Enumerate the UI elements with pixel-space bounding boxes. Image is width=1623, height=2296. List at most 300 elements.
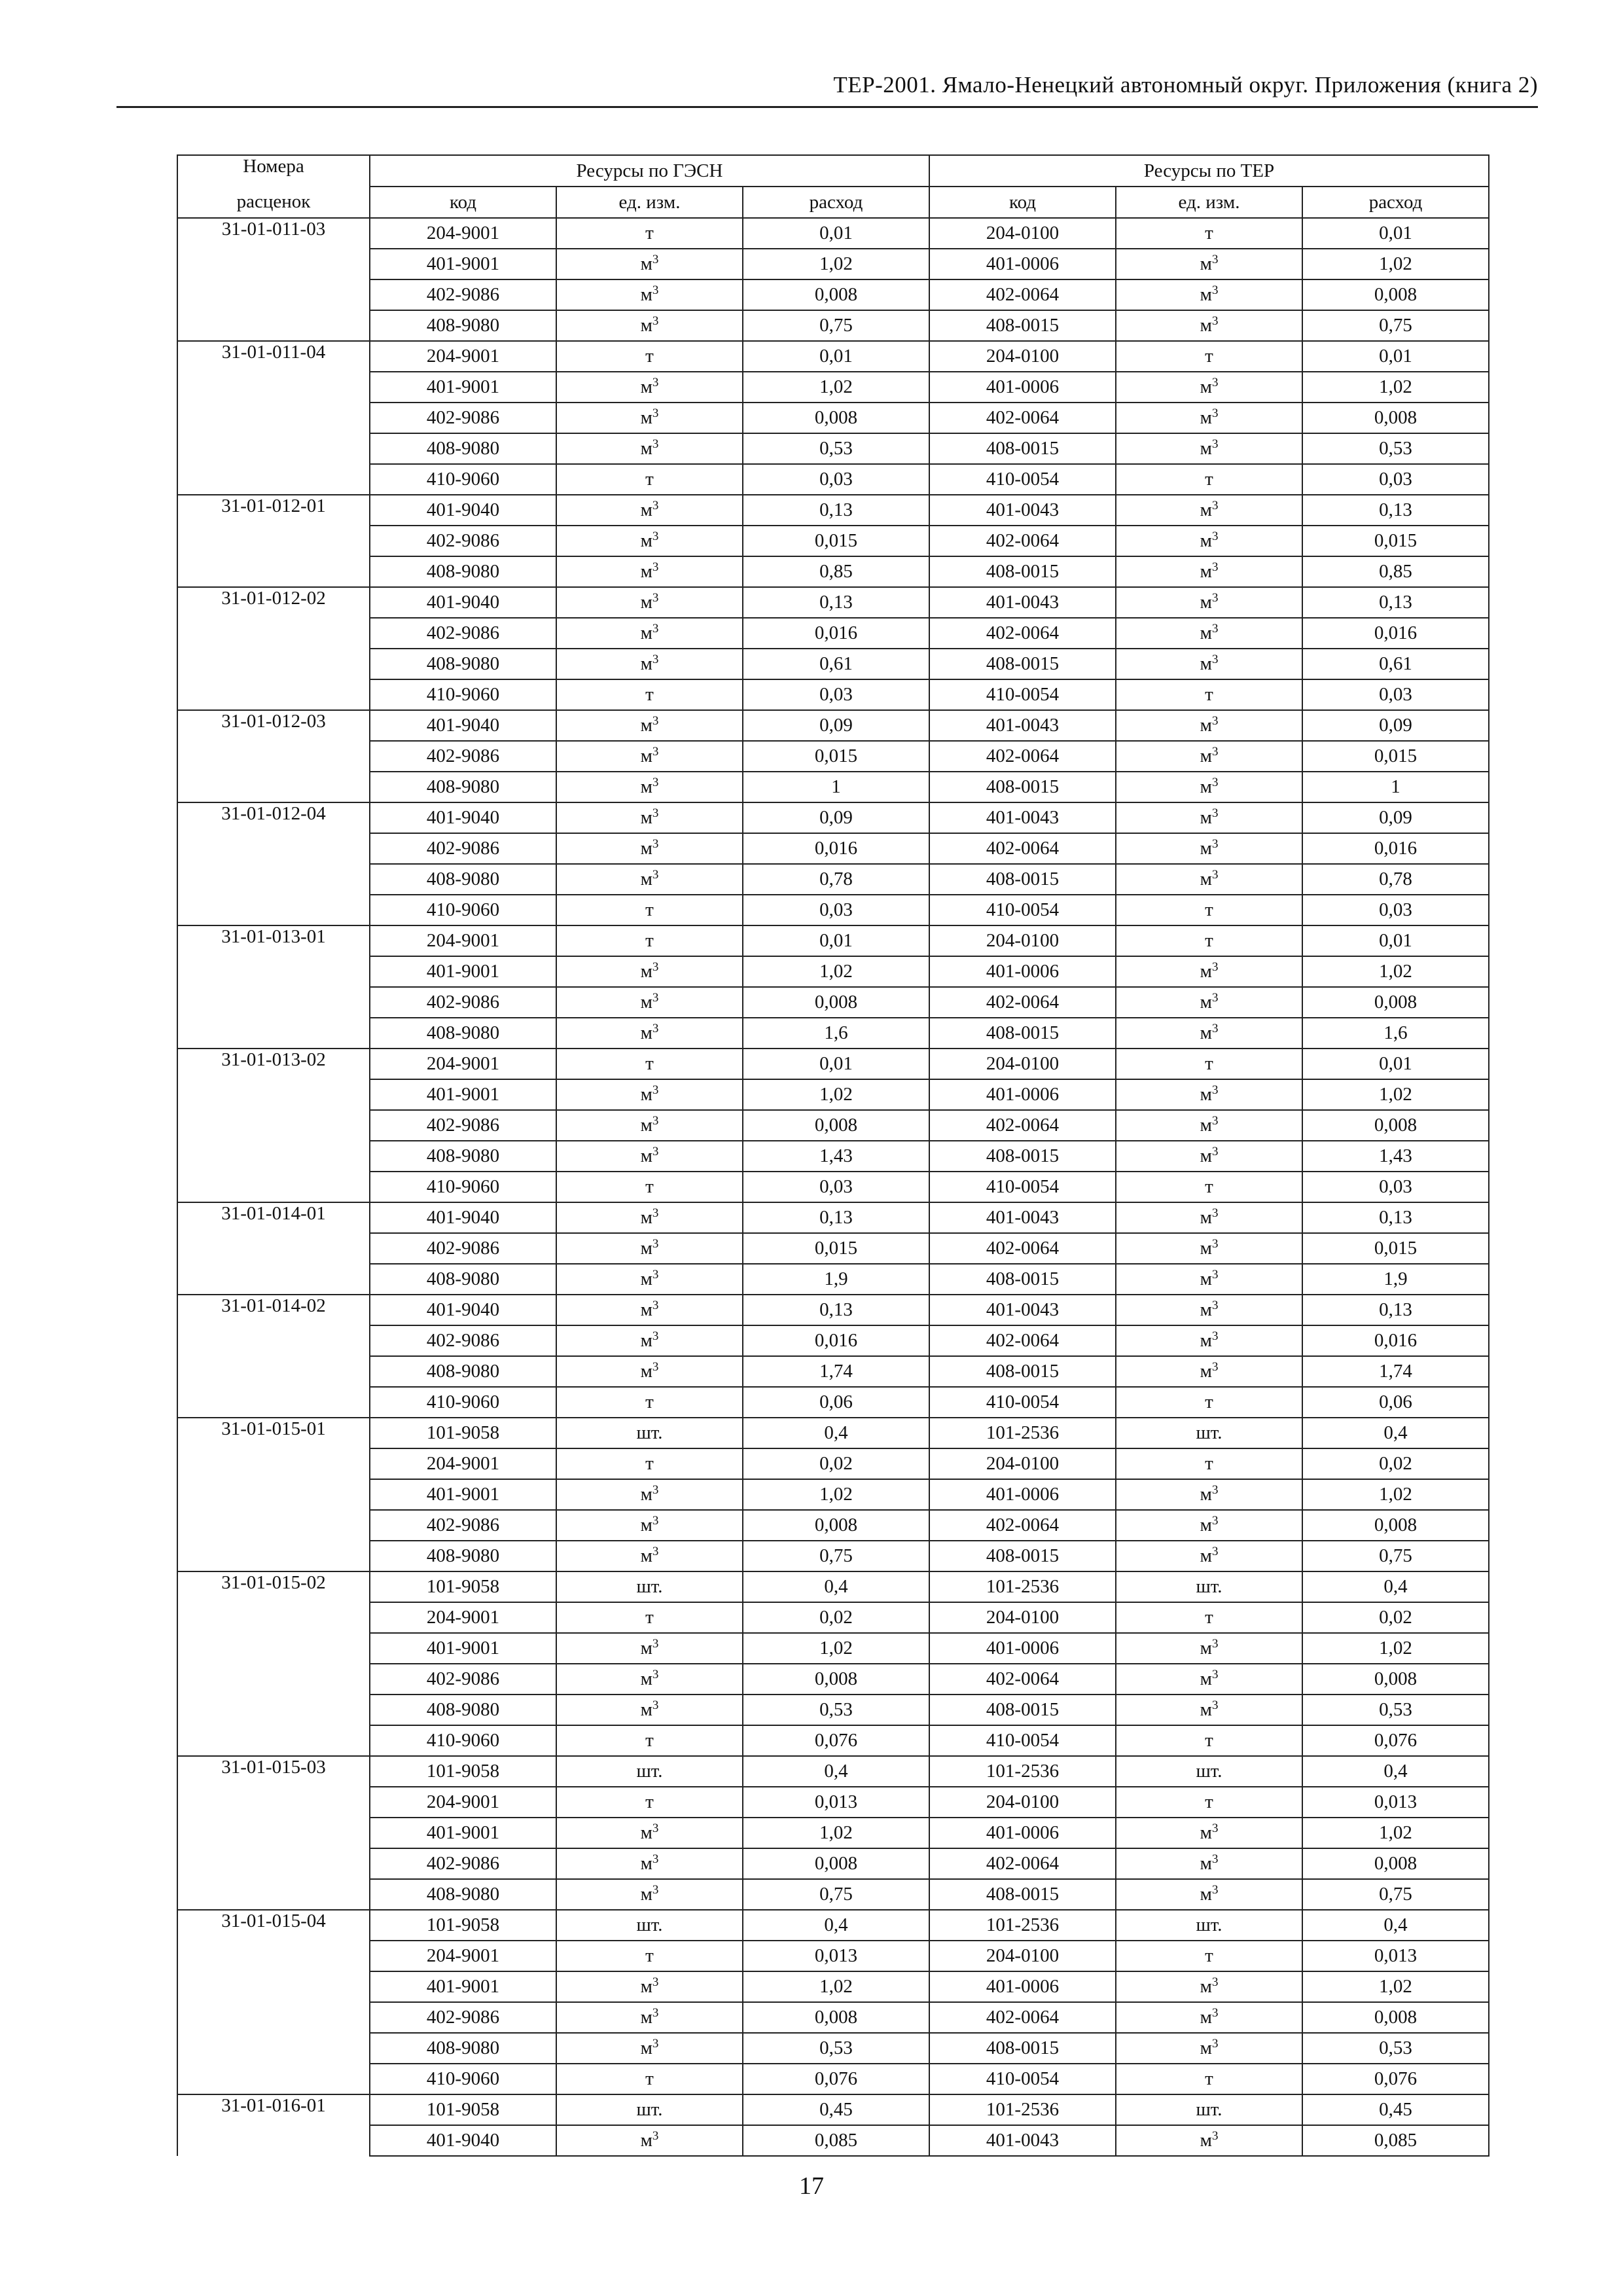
rate-number-continuation: [177, 1941, 370, 1971]
ter-unit: [1116, 2002, 1302, 2033]
unit-exponent: 3: [652, 1083, 659, 1097]
table-row: [177, 618, 1489, 649]
unit-exponent: 3: [652, 1299, 659, 1312]
unit-exponent: 3: [1211, 745, 1219, 759]
ter-code: 101-2536: [929, 1571, 1116, 1602]
table-row: [177, 1325, 1489, 1356]
gesn-unit: [556, 310, 743, 341]
table-row: [177, 249, 1489, 279]
ter-unit: [1116, 1848, 1302, 1879]
unit-exponent: 3: [652, 437, 659, 451]
gesn-consumption: 0,02: [743, 1448, 929, 1479]
header-ter-resources: Ресурсы по ТЕР: [929, 155, 1489, 187]
unit-cubic-meter: м: [1200, 1330, 1212, 1351]
unit-cubic-meter: м: [640, 869, 652, 889]
unit-exponent: 3: [1211, 806, 1219, 820]
ter-consumption: 0,4: [1302, 1910, 1489, 1941]
gesn-unit: т: [556, 1387, 743, 1418]
gesn-unit: [556, 526, 743, 556]
unit-cubic-meter: м: [640, 776, 652, 797]
table-row: [177, 1664, 1489, 1695]
ter-consumption: 0,01: [1302, 218, 1489, 249]
ter-code: 408-0015: [929, 1264, 1116, 1295]
ter-consumption: 1: [1302, 772, 1489, 802]
gesn-code: 402-9086: [370, 1848, 556, 1879]
unit-exponent: 3: [652, 1268, 659, 1282]
ter-consumption: 1,02: [1302, 1479, 1489, 1510]
gesn-consumption: 0,016: [743, 1325, 929, 1356]
unit-cubic-meter: м: [640, 499, 652, 520]
ter-unit: [1116, 372, 1302, 403]
gesn-code: 401-9001: [370, 372, 556, 403]
table-row: [177, 1264, 1489, 1295]
ter-consumption: 0,03: [1302, 464, 1489, 495]
gesn-code: 402-9086: [370, 1233, 556, 1264]
ter-unit: [1116, 1879, 1302, 1910]
unit-exponent: 3: [1211, 653, 1219, 666]
unit-exponent: 3: [652, 745, 659, 759]
unit-cubic-meter: м: [640, 1853, 652, 1874]
ter-code: 401-0043: [929, 1295, 1116, 1325]
unit-cubic-meter: м: [1200, 1484, 1212, 1505]
unit-cubic-meter: м: [640, 1238, 652, 1259]
ter-consumption: 0,06: [1302, 1387, 1489, 1418]
ter-consumption: 0,015: [1302, 741, 1489, 772]
unit-exponent: 3: [652, 1668, 659, 1681]
unit-exponent: 3: [1211, 253, 1219, 266]
table-row: [177, 649, 1489, 679]
unit-cubic-meter: м: [640, 1084, 652, 1105]
ter-code: 410-0054: [929, 2064, 1116, 2094]
ter-unit: т: [1116, 2064, 1302, 2094]
ter-code: 401-0043: [929, 587, 1116, 618]
table-row: [177, 403, 1489, 433]
table-row: [177, 495, 1489, 526]
gesn-consumption: 0,78: [743, 864, 929, 895]
unit-exponent: 3: [1211, 868, 1219, 882]
ter-code: 402-0064: [929, 833, 1116, 864]
gesn-consumption: 0,076: [743, 1725, 929, 1756]
table-row: [177, 279, 1489, 310]
table-row: [177, 1479, 1489, 1510]
table-row: [177, 1541, 1489, 1571]
ter-unit: [1116, 1325, 1302, 1356]
ter-consumption: 0,4: [1302, 1756, 1489, 1787]
unit-cubic-meter: м: [640, 253, 652, 274]
gesn-unit: [556, 372, 743, 403]
ter-unit: шт.: [1116, 1418, 1302, 1448]
gesn-code: 401-9001: [370, 249, 556, 279]
table-row: [177, 1818, 1489, 1848]
gesn-code: 401-9001: [370, 1818, 556, 1848]
gesn-unit: [556, 1818, 743, 1848]
gesn-consumption: 0,01: [743, 218, 929, 249]
table-row: [177, 802, 1489, 833]
table-row: [177, 1510, 1489, 1541]
ter-consumption: 1,02: [1302, 249, 1489, 279]
ter-consumption: 0,13: [1302, 587, 1489, 618]
page-number: 17: [799, 2172, 824, 2200]
ter-code: 401-0006: [929, 956, 1116, 987]
ter-unit: [1116, 1695, 1302, 1725]
gesn-code: 410-9060: [370, 2064, 556, 2094]
ter-code: 401-0006: [929, 372, 1116, 403]
ter-code: 408-0015: [929, 864, 1116, 895]
gesn-code: 408-9080: [370, 2033, 556, 2064]
ter-unit: [1116, 526, 1302, 556]
ter-unit: [1116, 1018, 1302, 1049]
gesn-code: 401-9001: [370, 1479, 556, 1510]
unit-exponent: 3: [652, 1545, 659, 1558]
ter-unit: [1116, 556, 1302, 587]
unit-exponent: 3: [652, 2129, 659, 2143]
unit-exponent: 3: [652, 653, 659, 666]
ter-code: 402-0064: [929, 1233, 1116, 1264]
unit-exponent: 3: [1211, 1022, 1219, 1035]
ter-consumption: 0,008: [1302, 987, 1489, 1018]
rate-number: 31-01-015-02: [177, 1571, 370, 1602]
rate-number-continuation: [177, 649, 370, 679]
table-row: [177, 372, 1489, 403]
unit-cubic-meter: м: [640, 838, 652, 859]
ter-consumption: 0,01: [1302, 1049, 1489, 1079]
ter-consumption: 1,02: [1302, 1818, 1489, 1848]
ter-code: 402-0064: [929, 1325, 1116, 1356]
ter-code: 204-0100: [929, 218, 1116, 249]
gesn-unit: [556, 1295, 743, 1325]
gesn-consumption: 0,03: [743, 895, 929, 925]
ter-consumption: 0,016: [1302, 618, 1489, 649]
ter-consumption: 0,13: [1302, 1202, 1489, 1233]
ter-consumption: 0,008: [1302, 1110, 1489, 1141]
unit-cubic-meter: м: [640, 376, 652, 397]
unit-exponent: 3: [652, 1022, 659, 1035]
header-rule: [116, 106, 1538, 108]
gesn-code: 402-9086: [370, 279, 556, 310]
ter-consumption: 0,45: [1302, 2094, 1489, 2125]
ter-consumption: 0,85: [1302, 556, 1489, 587]
gesn-unit: [556, 1233, 743, 1264]
unit-cubic-meter: м: [640, 530, 652, 551]
unit-exponent: 3: [1211, 1329, 1219, 1343]
gesn-consumption: 1,43: [743, 1141, 929, 1172]
ter-unit: шт.: [1116, 2094, 1302, 2125]
gesn-code: 402-9086: [370, 618, 556, 649]
gesn-unit: [556, 1848, 743, 1879]
gesn-unit: [556, 433, 743, 464]
unit-exponent: 3: [652, 1237, 659, 1251]
gesn-code: 401-9040: [370, 802, 556, 833]
ter-code: 204-0100: [929, 1602, 1116, 1633]
gesn-code: 401-9040: [370, 495, 556, 526]
rate-number: 31-01-016-01: [177, 2094, 370, 2125]
table-header-row-1: [177, 155, 1489, 187]
unit-cubic-meter: м: [640, 1515, 652, 1535]
table-row: [177, 2033, 1489, 2064]
unit-cubic-meter: м: [1200, 1976, 1212, 1997]
unit-cubic-meter: м: [640, 1145, 652, 1166]
table-row: [177, 987, 1489, 1018]
unit-exponent: 3: [1211, 1206, 1219, 1220]
ter-code: 401-0006: [929, 249, 1116, 279]
rate-number-continuation: [177, 1510, 370, 1541]
gesn-unit: [556, 1541, 743, 1571]
gesn-consumption: 0,53: [743, 2033, 929, 2064]
gesn-code: 410-9060: [370, 464, 556, 495]
gesn-consumption: 0,008: [743, 279, 929, 310]
gesn-consumption: 0,008: [743, 1510, 929, 1541]
ter-unit: [1116, 956, 1302, 987]
unit-cubic-meter: м: [1200, 1699, 1212, 1720]
gesn-consumption: 0,13: [743, 495, 929, 526]
ter-consumption: 0,008: [1302, 403, 1489, 433]
unit-exponent: 3: [652, 1483, 659, 1497]
unit-exponent: 3: [652, 1360, 659, 1374]
ter-unit: т: [1116, 341, 1302, 372]
table-row: [177, 1018, 1489, 1049]
ter-unit: [1116, 1510, 1302, 1541]
ter-consumption: 0,75: [1302, 1541, 1489, 1571]
rate-number-continuation: [177, 1695, 370, 1725]
rate-number-continuation: [177, 433, 370, 464]
gesn-unit: [556, 1664, 743, 1695]
table-row: [177, 1787, 1489, 1818]
unit-cubic-meter: м: [1200, 376, 1212, 397]
unit-exponent: 3: [1211, 2037, 1219, 2051]
gesn-unit: [556, 1110, 743, 1141]
header-gesn-resources: Ресурсы по ГЭСН: [370, 155, 929, 187]
rate-number-continuation: [177, 1325, 370, 1356]
unit-exponent: 3: [652, 1206, 659, 1220]
unit-exponent: 3: [1211, 1668, 1219, 1681]
gesn-unit: [556, 279, 743, 310]
gesn-consumption: 0,016: [743, 618, 929, 649]
ter-unit: [1116, 587, 1302, 618]
ter-code: 402-0064: [929, 1110, 1116, 1141]
gesn-code: 204-9001: [370, 1448, 556, 1479]
unit-exponent: 3: [652, 1114, 659, 1128]
gesn-consumption: 1,02: [743, 1633, 929, 1664]
table-row: [177, 1941, 1489, 1971]
unit-cubic-meter: м: [1200, 715, 1212, 736]
table-row: [177, 772, 1489, 802]
rate-number-continuation: [177, 679, 370, 710]
gesn-consumption: 0,85: [743, 556, 929, 587]
gesn-code: 101-9058: [370, 1756, 556, 1787]
unit-cubic-meter: м: [640, 1668, 652, 1689]
rate-number-continuation: [177, 1848, 370, 1879]
ter-unit: [1116, 1818, 1302, 1848]
gesn-consumption: 0,013: [743, 1787, 929, 1818]
unit-exponent: 3: [652, 776, 659, 789]
unit-exponent: 3: [1211, 2129, 1219, 2143]
rate-number-continuation: [177, 1664, 370, 1695]
gesn-consumption: 1,02: [743, 1818, 929, 1848]
rate-number-continuation: [177, 2033, 370, 2064]
ter-consumption: 0,53: [1302, 1695, 1489, 1725]
rate-number-continuation: [177, 1172, 370, 1202]
unit-exponent: 3: [1211, 1083, 1219, 1097]
ter-unit: [1116, 864, 1302, 895]
unit-exponent: 3: [1211, 406, 1219, 420]
unit-cubic-meter: м: [1200, 961, 1212, 982]
header-rate-numbers-line2: расценок: [177, 187, 370, 218]
ter-consumption: 0,13: [1302, 1295, 1489, 1325]
ter-code: 401-0006: [929, 1818, 1116, 1848]
ter-code: 401-0006: [929, 1633, 1116, 1664]
gesn-consumption: 0,008: [743, 1848, 929, 1879]
ter-code: 204-0100: [929, 1049, 1116, 1079]
gesn-code: 402-9086: [370, 1510, 556, 1541]
unit-cubic-meter: м: [640, 1115, 652, 1136]
gesn-consumption: 1,74: [743, 1356, 929, 1387]
ter-code: 402-0064: [929, 1510, 1116, 1541]
gesn-consumption: 0,01: [743, 1049, 929, 1079]
unit-exponent: 3: [652, 1975, 659, 1989]
ter-code: 101-2536: [929, 1910, 1116, 1941]
header-gesn-code: код: [370, 187, 556, 218]
gesn-code: 408-9080: [370, 1541, 556, 1571]
table-row: [177, 1079, 1489, 1110]
ter-consumption: 0,78: [1302, 864, 1489, 895]
unit-exponent: 3: [652, 406, 659, 420]
ter-consumption: 0,09: [1302, 802, 1489, 833]
unit-cubic-meter: м: [640, 284, 652, 305]
gesn-code: 101-9058: [370, 1910, 556, 1941]
ter-unit: т: [1116, 925, 1302, 956]
rate-number-continuation: [177, 987, 370, 1018]
unit-cubic-meter: м: [1200, 1207, 1212, 1228]
unit-exponent: 3: [1211, 837, 1219, 851]
ter-consumption: 0,008: [1302, 1848, 1489, 1879]
ter-code: 408-0015: [929, 1018, 1116, 1049]
ter-code: 401-0006: [929, 1479, 1116, 1510]
ter-consumption: 1,02: [1302, 1971, 1489, 2002]
table-row: [177, 1172, 1489, 1202]
table-row: [177, 341, 1489, 372]
ter-consumption: 0,085: [1302, 2125, 1489, 2156]
table-row: [177, 218, 1489, 249]
gesn-consumption: 0,01: [743, 341, 929, 372]
ter-code: 408-0015: [929, 772, 1116, 802]
unit-exponent: 3: [1211, 591, 1219, 605]
gesn-code: 402-9086: [370, 987, 556, 1018]
unit-exponent: 3: [1211, 499, 1219, 512]
table-row: [177, 1725, 1489, 1756]
ter-code: 408-0015: [929, 2033, 1116, 2064]
gesn-code: 408-9080: [370, 864, 556, 895]
unit-cubic-meter: м: [640, 961, 652, 982]
table-row: [177, 833, 1489, 864]
rate-number-continuation: [177, 1264, 370, 1295]
running-header: ТЕР-2001. Ямало-Ненецкий автономный округ. Приложения (книга 2): [833, 72, 1538, 98]
unit-cubic-meter: м: [640, 315, 652, 336]
header-gesn-consumption: расход: [743, 187, 929, 218]
rate-number-continuation: [177, 1448, 370, 1479]
ter-consumption: 0,75: [1302, 310, 1489, 341]
ter-code: 410-0054: [929, 1387, 1116, 1418]
unit-cubic-meter: м: [1200, 622, 1212, 643]
unit-cubic-meter: м: [1200, 253, 1212, 274]
gesn-consumption: 0,09: [743, 802, 929, 833]
table-row: [177, 1202, 1489, 1233]
ter-code: 402-0064: [929, 1664, 1116, 1695]
unit-exponent: 3: [652, 2006, 659, 2020]
gesn-unit: [556, 741, 743, 772]
ter-unit: [1116, 1233, 1302, 1264]
gesn-consumption: 0,02: [743, 1602, 929, 1633]
ter-unit: [1116, 1541, 1302, 1571]
gesn-unit: [556, 1695, 743, 1725]
gesn-consumption: 1,9: [743, 1264, 929, 1295]
unit-exponent: 3: [1211, 1545, 1219, 1558]
ter-code: 101-2536: [929, 1418, 1116, 1448]
ter-unit: [1116, 403, 1302, 433]
rate-number: 31-01-012-01: [177, 495, 370, 526]
unit-exponent: 3: [1211, 1268, 1219, 1282]
unit-exponent: 3: [652, 806, 659, 820]
rate-number-continuation: [177, 1141, 370, 1172]
table-row: [177, 710, 1489, 741]
unit-exponent: 3: [652, 376, 659, 389]
ter-code: 402-0064: [929, 526, 1116, 556]
unit-cubic-meter: м: [1200, 1853, 1212, 1874]
unit-exponent: 3: [652, 499, 659, 512]
unit-exponent: 3: [1211, 1360, 1219, 1374]
unit-cubic-meter: м: [640, 1976, 652, 1997]
ter-consumption: 1,43: [1302, 1141, 1489, 1172]
unit-cubic-meter: м: [640, 1699, 652, 1720]
unit-exponent: 3: [1211, 1114, 1219, 1128]
ter-code: 408-0015: [929, 649, 1116, 679]
gesn-unit: [556, 249, 743, 279]
rate-number-continuation: [177, 464, 370, 495]
unit-exponent: 3: [1211, 1883, 1219, 1897]
table-row: [177, 1571, 1489, 1602]
unit-cubic-meter: м: [1200, 315, 1212, 336]
table-row: [177, 1971, 1489, 2002]
unit-exponent: 3: [652, 314, 659, 328]
unit-cubic-meter: м: [1200, 992, 1212, 1013]
unit-cubic-meter: м: [640, 1022, 652, 1043]
unit-exponent: 3: [1211, 1975, 1219, 1989]
unit-cubic-meter: м: [1200, 1822, 1212, 1843]
table-row: [177, 679, 1489, 710]
gesn-code: 204-9001: [370, 1602, 556, 1633]
unit-cubic-meter: м: [1200, 284, 1212, 305]
unit-exponent: 3: [652, 837, 659, 851]
gesn-consumption: 1,02: [743, 956, 929, 987]
ter-unit: т: [1116, 1172, 1302, 1202]
rate-number-continuation: [177, 1633, 370, 1664]
gesn-consumption: 0,4: [743, 1571, 929, 1602]
gesn-code: 408-9080: [370, 1356, 556, 1387]
unit-exponent: 3: [1211, 1145, 1219, 1158]
gesn-code: 204-9001: [370, 341, 556, 372]
table-row: [177, 1049, 1489, 1079]
table-row: [177, 1418, 1489, 1448]
unit-cubic-meter: м: [1200, 1084, 1212, 1105]
unit-cubic-meter: м: [1200, 1268, 1212, 1289]
unit-exponent: 3: [652, 1145, 659, 1158]
ter-consumption: 1,02: [1302, 956, 1489, 987]
gesn-unit: [556, 1510, 743, 1541]
unit-cubic-meter: м: [1200, 1361, 1212, 1382]
ter-unit: [1116, 802, 1302, 833]
ter-consumption: 1,6: [1302, 1018, 1489, 1049]
gesn-consumption: 0,015: [743, 526, 929, 556]
unit-exponent: 3: [652, 868, 659, 882]
